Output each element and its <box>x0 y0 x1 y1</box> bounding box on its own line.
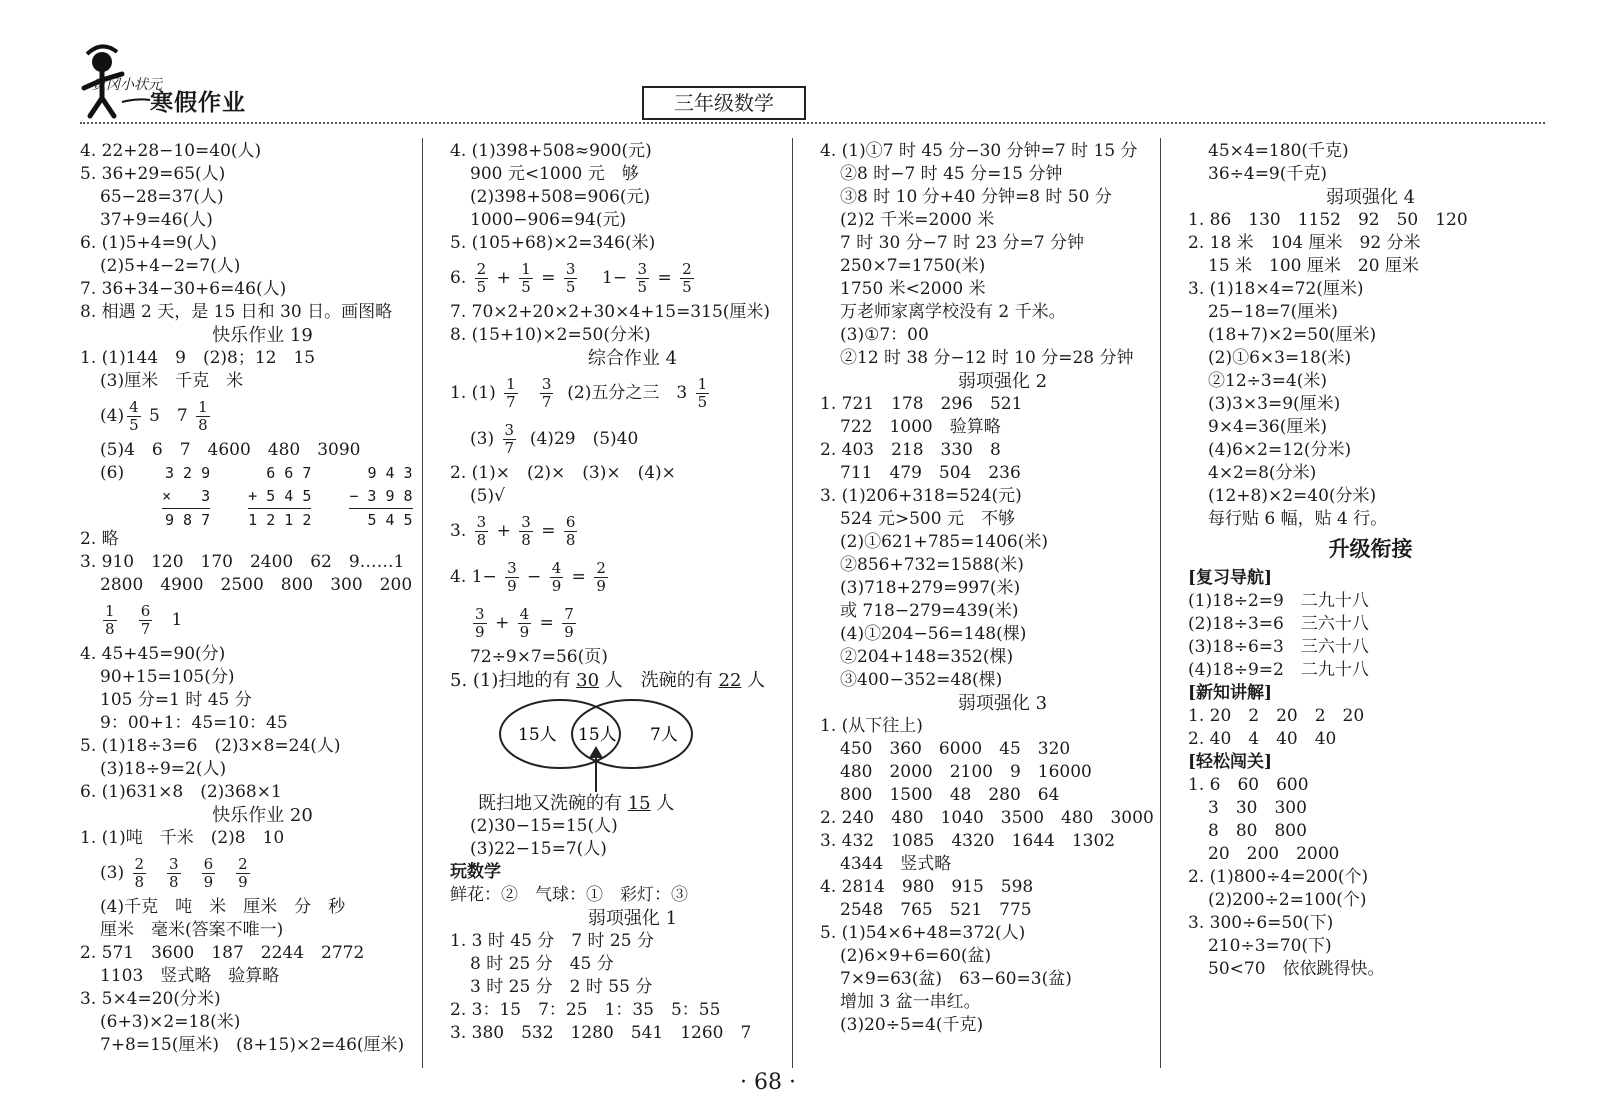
denominator: 5 <box>682 278 692 296</box>
answer-line: 1000−906=94(元) <box>470 210 627 230</box>
answer-line: 8. 相遇 2 天，是 15 日和 30 日。画图略 <box>80 302 393 322</box>
answer-line: 7 时 30 分−7 时 23 分=7 分钟 <box>840 233 1085 253</box>
text: 6. <box>450 268 467 288</box>
grade-subject-label: 三年级数学 <box>642 86 806 120</box>
answer-line: 7+8=15(厘米) (8+15)×2=46(厘米) <box>100 1035 405 1055</box>
denominator: 5 <box>129 416 139 434</box>
fraction <box>103 603 117 638</box>
answer-line: 1. 721 178 296 521 <box>820 394 1023 414</box>
fraction <box>562 606 576 641</box>
text: (4)29 (5)40 <box>529 429 639 449</box>
book-title: 寒假作业 <box>150 90 246 116</box>
fraction <box>505 560 519 595</box>
denominator: 7 <box>506 393 516 411</box>
numerator: 4 <box>551 559 562 577</box>
answer-line: 2. (1)× (2)× (3)× (4)× <box>450 463 676 483</box>
operator: = <box>539 613 554 633</box>
numerator: 3 <box>521 513 531 531</box>
answer-line: 2548 765 521 775 <box>840 900 1032 920</box>
answer-line: (3)3×3=9(厘米) <box>1208 394 1341 414</box>
operator: 1− <box>602 268 628 288</box>
answer-line: 厘米 毫米(答案不唯一) <box>100 920 284 940</box>
calc-top: 3 2 9 <box>165 464 211 482</box>
fraction <box>519 514 533 549</box>
fraction <box>503 422 517 457</box>
vertical-calc <box>349 462 412 532</box>
fraction <box>167 856 181 891</box>
calc-result: 1 2 1 2 <box>248 511 312 529</box>
answer-line: 4. 22+28−10=40(人) <box>80 141 262 161</box>
answer-line: 2. 40 4 40 40 <box>1188 729 1337 749</box>
numerator: 2 <box>134 855 145 873</box>
answer-line <box>450 416 815 462</box>
answer-line: 1. 20 2 20 2 20 <box>1188 706 1365 726</box>
answer-line: ②12 时 38 分−12 时 10 分=28 分钟 <box>840 348 1134 368</box>
answer-column-1 <box>80 140 445 1057</box>
section-title: 弱项强化 4 <box>1325 187 1416 208</box>
answer-line <box>450 508 815 554</box>
answer-line: 50<70 依依跳得快。 <box>1208 959 1385 979</box>
answer-line: 1. (1)144 9 (2)8；12 15 <box>80 348 316 368</box>
answer-line: 4. (1)398+508≈900(元) <box>450 141 652 161</box>
denominator: 7 <box>504 439 515 457</box>
answer-line: 3. (1)18×4=72(厘米) <box>1188 279 1364 299</box>
answer-line: ③400−352=48(棵) <box>840 670 1003 690</box>
fraction <box>504 376 518 411</box>
answer-line: 210÷3=70(下) <box>1208 936 1332 956</box>
answer-line: 4×2=8(分米) <box>1208 463 1317 483</box>
section-title: 弱项强化 2 <box>957 371 1048 392</box>
answer-line: 105 分=1 时 45 分 <box>100 690 252 710</box>
operator: = <box>571 567 586 587</box>
answer-line <box>450 600 815 646</box>
answer-line: 250×7=1750(米) <box>840 256 986 276</box>
denominator: 9 <box>551 577 562 595</box>
calc-result: 5 4 5 <box>367 511 413 529</box>
answer-line: 72÷9×7=56(页) <box>470 647 608 667</box>
denominator: 5 <box>565 278 576 296</box>
answer-line: 8. (15+10)×2=50(分米) <box>450 325 651 345</box>
answer-line: 2. (1)800÷4=200(个) <box>1188 867 1369 887</box>
answer-line: (4)千克 吨 米 厘米 分 秒 <box>100 897 346 917</box>
answer-line: (2)18÷3=6 三六十八 <box>1188 614 1369 634</box>
answer-line <box>450 554 815 600</box>
answer-line: 15 米 100 厘米 20 厘米 <box>1208 256 1419 276</box>
header-divider <box>80 122 1545 124</box>
answer-line: (1)18÷2=9 二九十八 <box>1188 591 1369 611</box>
denominator: 9 <box>475 623 485 641</box>
section-title: 快乐作业 20 <box>212 805 313 826</box>
numerator: 3 <box>169 855 179 873</box>
venn-label-right: 7人 <box>650 725 678 745</box>
subsection-heading: [新知讲解] <box>1188 683 1273 703</box>
section-subtitle: 玩数学 <box>450 862 501 882</box>
denominator: 5 <box>697 393 708 411</box>
answer-line: (3)18÷9=2(人) <box>100 759 227 779</box>
answer-line <box>450 669 815 692</box>
denominator: 9 <box>519 623 530 641</box>
fraction <box>564 514 578 549</box>
denominator: 8 <box>565 531 576 549</box>
blank-answer: 22 <box>718 670 742 691</box>
fraction <box>475 514 489 549</box>
calc-result: 9 8 7 <box>165 511 211 529</box>
answer-line: (4)①204−56=148(棵) <box>840 624 1027 644</box>
numerator: 1 <box>697 375 708 393</box>
section-title: 弱项强化 3 <box>957 693 1048 714</box>
answer-line: 1750 米<2000 米 <box>840 279 986 299</box>
numerator: 3 <box>565 260 576 278</box>
venn-label-left: 15人 <box>518 725 557 745</box>
answer-column-4 <box>1188 140 1553 981</box>
numerator: 3 <box>476 513 487 531</box>
answer-line: 1. (1)吨 千米 (2)8 10 <box>80 828 285 848</box>
fraction <box>519 261 533 296</box>
denominator: 8 <box>476 531 487 549</box>
answer-line: (6+3)×2=18(米) <box>100 1012 241 1032</box>
answer-line: (5)√ <box>470 486 505 506</box>
answer-line: 20 200 2000 <box>1208 844 1340 864</box>
answer-line: 5. (105+68)×2=346(米) <box>450 233 656 253</box>
answer-line: (12+8)×2=40(分米) <box>1208 486 1377 506</box>
answer-line: ②12÷3=4(米) <box>1208 371 1328 391</box>
denominator: 9 <box>507 577 517 595</box>
blank-answer: 30 <box>576 670 600 691</box>
section-title: 快乐作业 19 <box>212 325 313 346</box>
answer-line: 1. 6 60 600 <box>1188 775 1309 795</box>
answer-line: 25−18=7(厘米) <box>1208 302 1338 322</box>
denominator: 9 <box>203 873 214 891</box>
text: 4. 1− <box>450 567 497 587</box>
operator: = <box>541 521 556 541</box>
denominator: 8 <box>134 873 145 891</box>
answer-line: 3 时 25 分 2 时 55 分 <box>470 977 653 997</box>
calc-top: 6 6 7 <box>266 464 312 482</box>
numerator: 3 <box>507 559 517 577</box>
fraction <box>473 606 487 641</box>
answer-line: (2)①621+785=1406(米) <box>840 532 1048 552</box>
numerator: 1 <box>521 260 531 278</box>
venn-label-overlap: 15人 <box>578 725 617 745</box>
answer-line: (3)18÷6=3 三六十八 <box>1188 637 1369 657</box>
operator: + <box>496 268 511 288</box>
numerator: 7 <box>564 605 574 623</box>
denominator: 7 <box>140 620 151 638</box>
text: 人 <box>656 793 675 814</box>
answer-line: 鲜花：② 气球：① 彩灯：③ <box>450 885 688 905</box>
answer-line: ②8 时−7 时 45 分=15 分钟 <box>840 164 1063 184</box>
numerator: 1 <box>506 375 516 393</box>
fraction <box>196 399 210 434</box>
numerator: 3 <box>475 605 485 623</box>
text: (6) <box>100 463 125 483</box>
answer-line: (3)①7：00 <box>840 325 929 345</box>
answer-line: 1. 86 130 1152 92 50 120 <box>1188 210 1468 230</box>
calc-op: + 5 4 5 <box>248 485 311 509</box>
answer-line: 3 30 300 <box>1208 798 1307 818</box>
fraction <box>696 376 710 411</box>
text: 既扫地又洗碗的有 <box>478 793 622 814</box>
answer-line: 450 360 6000 45 320 <box>840 739 1071 759</box>
answer-line: 7. 36+34−30+6=46(人) <box>80 279 287 299</box>
fraction <box>518 606 532 641</box>
answer-line: 2. 略 <box>80 529 119 549</box>
answer-line <box>80 597 445 643</box>
numerator: 3 <box>504 421 515 439</box>
answer-line: 3. (1)206+318=524(元) <box>820 486 1022 506</box>
answer-line: 5. (1)54×6+48=372(人) <box>820 923 1026 943</box>
answer-line: 4. (1)①7 时 45 分−30 分钟=7 时 15 分 <box>820 141 1138 161</box>
answer-line: 524 元>500 元 不够 <box>840 509 1015 529</box>
blank-answer: 15 <box>627 793 651 814</box>
denominator: 9 <box>596 577 606 595</box>
answer-line: (3)厘米 千克 米 <box>100 371 244 391</box>
fraction <box>475 261 489 296</box>
answer-line: 2. 240 480 1040 3500 480 3000 <box>820 808 1154 828</box>
answer-line: (2)①6×3=18(米) <box>1208 348 1352 368</box>
text: 人 <box>747 670 766 691</box>
text: 5. (1)扫地的有 <box>450 670 571 691</box>
text: (3) <box>470 429 495 449</box>
answer-line: 2. 571 3600 187 2244 2772 <box>80 943 365 963</box>
text: 1. (1) <box>450 383 496 403</box>
numerator: 3 <box>637 260 648 278</box>
answer-line: 1103 竖式略 验算略 <box>100 966 280 986</box>
operator: + <box>496 521 511 541</box>
numerator: 1 <box>198 398 208 416</box>
answer-line: ③8 时 10 分+40 分钟=8 时 50 分 <box>840 187 1112 207</box>
numerator: 2 <box>596 559 606 577</box>
fraction <box>550 560 564 595</box>
text: (4) <box>100 406 125 426</box>
fraction <box>564 261 578 296</box>
numerator: 2 <box>476 260 487 278</box>
fraction <box>133 856 147 891</box>
text: 人 洗碗的有 <box>604 670 713 691</box>
numerator: 6 <box>565 513 576 531</box>
calc-op: − 3 9 8 <box>349 485 412 509</box>
operator: = <box>657 268 672 288</box>
arrow-head-icon <box>589 746 603 758</box>
section-heading: 升级衔接 <box>1328 536 1413 561</box>
answer-line: 或 718−279=439(米) <box>840 601 1019 621</box>
answer-line: 480 2000 2100 9 16000 <box>840 762 1092 782</box>
answer-line: (2)30−15=15(人) <box>470 816 618 836</box>
denominator: 9 <box>238 873 248 891</box>
operator: = <box>541 268 556 288</box>
numerator: 4 <box>129 398 139 416</box>
answer-line: (4)6×2=12(分米) <box>1208 440 1352 460</box>
fraction <box>594 560 608 595</box>
page-number: · 68 · <box>740 1070 796 1095</box>
fraction <box>680 261 694 296</box>
answer-line: 3. 300÷6=50(下) <box>1188 913 1334 933</box>
answer-line: 800 1500 48 280 64 <box>840 785 1060 805</box>
answer-line: 90+15=105(分) <box>100 667 235 687</box>
answer-line: (18+7)×2=50(厘米) <box>1208 325 1377 345</box>
answer-line: 900 元<1000 元 够 <box>470 164 639 184</box>
subsection-heading: [复习导航] <box>1188 568 1273 588</box>
numerator: 2 <box>682 260 692 278</box>
answer-line: 8 时 25 分 45 分 <box>470 954 614 974</box>
answer-line: 1. (从下往上) <box>820 716 923 736</box>
answer-line: 5. (1)18÷3=6 (2)3×8=24(人) <box>80 736 341 756</box>
answer-line: 45×4=180(千克) <box>1208 141 1349 161</box>
operator: − <box>527 567 542 587</box>
answer-line: 3. 432 1085 4320 1644 1302 <box>820 831 1116 851</box>
answer-line: 4. 45+45=90(分) <box>80 644 226 664</box>
answer-line: 3. 910 120 170 2400 62 9……1 <box>80 552 405 572</box>
denominator: 5 <box>521 278 531 296</box>
answer-line: (5)4 6 7 4600 480 3090 <box>100 440 361 460</box>
text: 3. <box>450 521 467 541</box>
text: (3) <box>100 863 125 883</box>
denominator: 5 <box>476 278 487 296</box>
vertical-calculations <box>80 462 445 528</box>
numerator: 4 <box>519 605 530 623</box>
answer-line: 36÷4=9(千克) <box>1208 164 1328 184</box>
answer-line: 8 80 800 <box>1208 821 1307 841</box>
answer-line: 每行贴 6 幅，贴 4 行。 <box>1208 509 1388 529</box>
vertical-calc <box>248 462 311 532</box>
answer-line: 2800 4900 2500 800 300 200 <box>100 575 413 595</box>
answer-line: 增加 3 盆一串红。 <box>840 992 981 1012</box>
text: (2)五分之三 3 <box>567 383 688 403</box>
answer-line: (4)18÷9=2 二九十八 <box>1188 660 1369 680</box>
answer-line: 3. 380 532 1280 541 1260 7 <box>450 1023 752 1043</box>
answer-line: 2. 403 218 330 8 <box>820 440 1001 460</box>
answer-line: (3)718+279=997(米) <box>840 578 1021 598</box>
denominator: 5 <box>637 278 648 296</box>
denominator: 8 <box>105 620 115 638</box>
subsection-heading: [轻松闯关] <box>1188 752 1273 772</box>
answer-line: 7. 70×2+20×2+30×4+15=315(厘米) <box>450 302 771 322</box>
answer-line: 4344 竖式略 <box>840 854 952 874</box>
answer-line: (2)6×9+6=60(盆) <box>840 946 992 966</box>
answer-line: (2)398+508=906(元) <box>470 187 651 207</box>
section-title: 综合作业 4 <box>587 348 678 369</box>
calc-top: 9 4 3 <box>367 464 413 482</box>
numerator: 2 <box>238 855 248 873</box>
answer-column-3 <box>820 140 1185 1037</box>
answer-line: 722 1000 验算略 <box>840 417 1001 437</box>
answer-line: 6. (1)631×8 (2)368×1 <box>80 782 282 802</box>
answer-line: 5. 36+29=65(人) <box>80 164 226 184</box>
fraction <box>636 261 650 296</box>
denominator: 9 <box>564 623 574 641</box>
operator: + <box>494 613 510 633</box>
answer-line: 万老师家离学校没有 2 千米。 <box>840 302 1066 322</box>
numerator: 1 <box>105 602 115 620</box>
fraction <box>540 376 554 411</box>
answer-line: 9：00+1：45=10：45 <box>100 713 288 733</box>
answer-line <box>450 370 815 416</box>
answer-line: 711 479 504 236 <box>840 463 1021 483</box>
answer-line: (3)20÷5=4(千克) <box>840 1015 984 1035</box>
answer-line: (2)5+4−2=7(人) <box>100 256 241 276</box>
text: 5 7 <box>149 406 188 426</box>
denominator: 8 <box>521 531 531 549</box>
answer-line: 1. 3 时 45 分 7 时 25 分 <box>450 931 654 951</box>
numerator: 3 <box>541 375 552 393</box>
section-title: 弱项强化 1 <box>587 908 678 929</box>
answer-line: ②856+732=1588(米) <box>840 555 1024 575</box>
answer-line <box>450 255 815 301</box>
venn-diagram <box>450 692 810 792</box>
answer-line: ②204+148=352(棵) <box>840 647 1014 667</box>
fraction <box>139 603 153 638</box>
answer-line: 2. 3：15 7：25 1：35 5：55 <box>450 1000 721 1020</box>
answer-line: 37+9=46(人) <box>100 210 213 230</box>
denominator: 7 <box>541 393 552 411</box>
numerator: 6 <box>140 602 151 620</box>
answer-line: 65−28=37(人) <box>100 187 224 207</box>
vertical-calc <box>162 462 210 532</box>
answer-line: 3. 5×4=20(分米) <box>80 989 221 1009</box>
page-header <box>0 0 1600 125</box>
fraction <box>127 399 141 434</box>
calc-op: × 3 <box>162 485 210 509</box>
fraction <box>202 856 216 891</box>
logo-text: 黄冈小状元 <box>92 77 162 93</box>
answer-line: 9×4=36(厘米) <box>1208 417 1328 437</box>
answer-line: (2)2 千米=2000 米 <box>840 210 995 230</box>
answer-line <box>450 792 815 815</box>
answer-line <box>80 850 445 896</box>
answer-line <box>80 393 445 439</box>
answer-line: 2. 18 米 104 厘米 92 分米 <box>1188 233 1421 253</box>
answer-column-2 <box>450 140 815 1045</box>
denominator: 8 <box>198 416 208 434</box>
answer-line: 6. (1)5+4=9(人) <box>80 233 217 253</box>
answer-line: (2)200÷2=100(个) <box>1208 890 1367 910</box>
denominator: 8 <box>169 873 179 891</box>
answer-line: (3)22−15=7(人) <box>470 839 607 859</box>
fraction <box>236 856 250 891</box>
text: 1 <box>171 610 183 630</box>
answer-line: 7×9=63(盆) 63−60=3(盆) <box>840 969 1072 989</box>
answer-line: 4. 2814 980 915 598 <box>820 877 1034 897</box>
numerator: 6 <box>203 855 214 873</box>
